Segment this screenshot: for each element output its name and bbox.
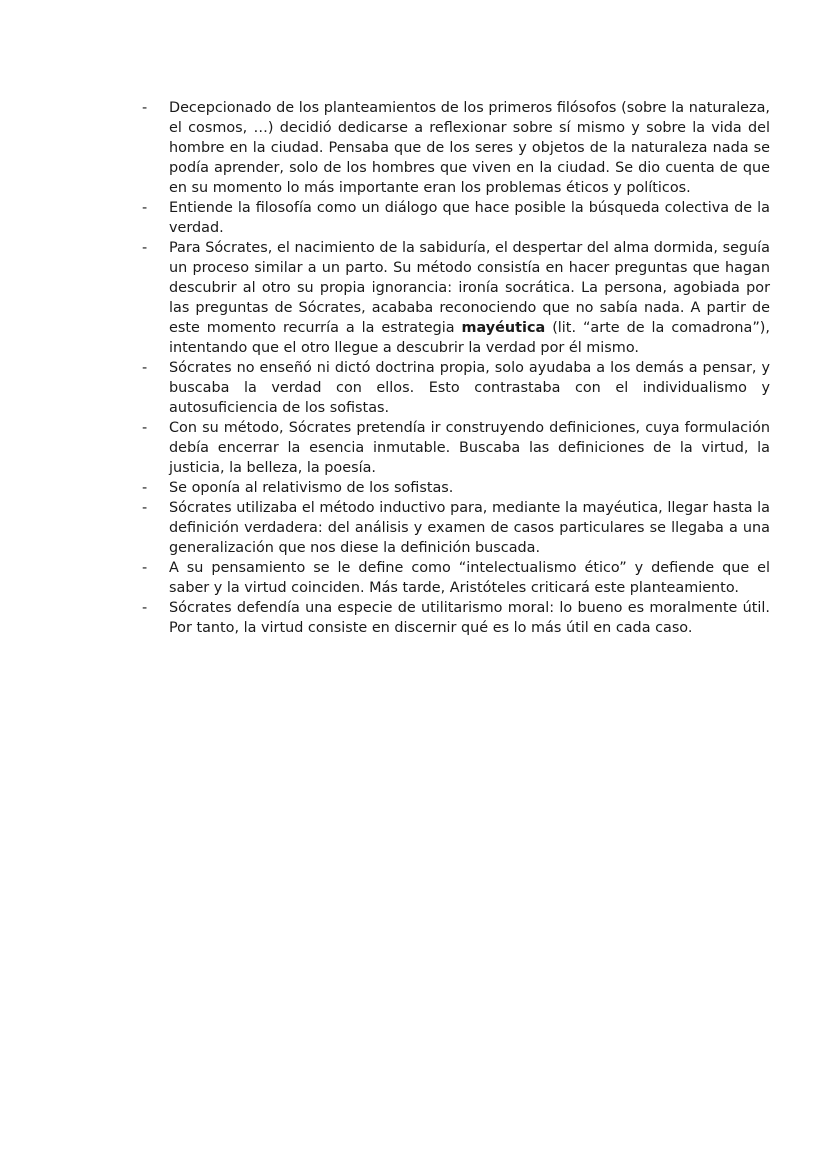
- list-item-text: Sócrates defendía una especie de utilitarismo moral: lo bueno es moralmente útil. Por tanto, la virtud consiste en discernir qué es lo más útil en cada caso.: [169, 600, 770, 636]
- list-item: [142, 598, 770, 638]
- bullet-dash: -: [142, 560, 148, 576]
- bullet-dash: -: [142, 600, 148, 616]
- bullet-list: [142, 98, 770, 638]
- list-item-text: [169, 240, 770, 356]
- list-item-text-after: (lit. “arte de la comadrona”), intentando que el otro llegue a descubrir la verdad por él mismo.: [169, 320, 770, 356]
- bullet-dash: -: [142, 240, 148, 256]
- bullet-dash: -: [142, 360, 148, 376]
- list-item-text: Decepcionado de los planteamientos de los primeros filósofos (sobre la naturaleza, el cosmos, …) decidió dedicarse a reflexionar sobre sí mismo y sobre la vida del hombre en la ciudad. Pensaba que de los seres y objetos de la naturaleza nada se podía aprender, solo de los hombres que viven en la ciudad. Se dio cuenta de que en su momento lo más importante eran los problemas éticos y políticos.: [169, 100, 770, 196]
- list-item-text: Sócrates no enseñó ni dictó doctrina propia, solo ayudaba a los demás a pensar, y buscaba la verdad con ellos. Esto contrastaba con el individualismo y autosuficiencia de los sofistas.: [169, 360, 770, 416]
- list-item: [142, 478, 770, 498]
- list-item: [142, 498, 770, 558]
- list-item: [142, 238, 770, 358]
- list-item: [142, 198, 770, 238]
- list-item-text: A su pensamiento se le define como “intelectualismo ético” y defiende que el saber y la virtud coinciden. Más tarde, Aristóteles criticará este planteamiento.: [169, 560, 770, 596]
- list-item: [142, 98, 770, 198]
- bullet-dash: -: [142, 200, 148, 216]
- list-item: [142, 418, 770, 478]
- bullet-dash: -: [142, 480, 148, 496]
- list-item-text-before: Para Sócrates, el nacimiento de la sabiduría, el despertar del alma dormida, seguía un proceso similar a un parto. Su método consistía en hacer preguntas que hagan descubrir al otro su propia ignorancia: ironía socrática. La persona, agobiada por las preguntas de Sócrates, acababa reconociendo que no sabía nada. A partir de este momento recurría a la estrategia: [169, 240, 770, 336]
- list-item-text: Entiende la filosofía como un diálogo que hace posible la búsqueda colectiva de la verdad.: [169, 200, 770, 236]
- bullet-dash: -: [142, 500, 148, 516]
- list-item-text: Con su método, Sócrates pretendía ir construyendo definiciones, cuya formulación debía encerrar la esencia inmutable. Buscaba las definiciones de la virtud, la justicia, la belleza, la poesía.: [169, 420, 770, 476]
- list-item-text: Sócrates utilizaba el método inductivo para, mediante la mayéutica, llegar hasta la definición verdadera: del análisis y examen de casos particulares se llegaba a una generalización que nos diese la definición buscada.: [169, 500, 770, 556]
- bold-term: mayéutica: [461, 320, 546, 336]
- bullet-dash: -: [142, 420, 148, 436]
- list-item: [142, 358, 770, 418]
- list-item: [142, 558, 770, 598]
- bullet-dash: -: [142, 100, 148, 116]
- list-item-text: Se oponía al relativismo de los sofistas.: [169, 480, 454, 496]
